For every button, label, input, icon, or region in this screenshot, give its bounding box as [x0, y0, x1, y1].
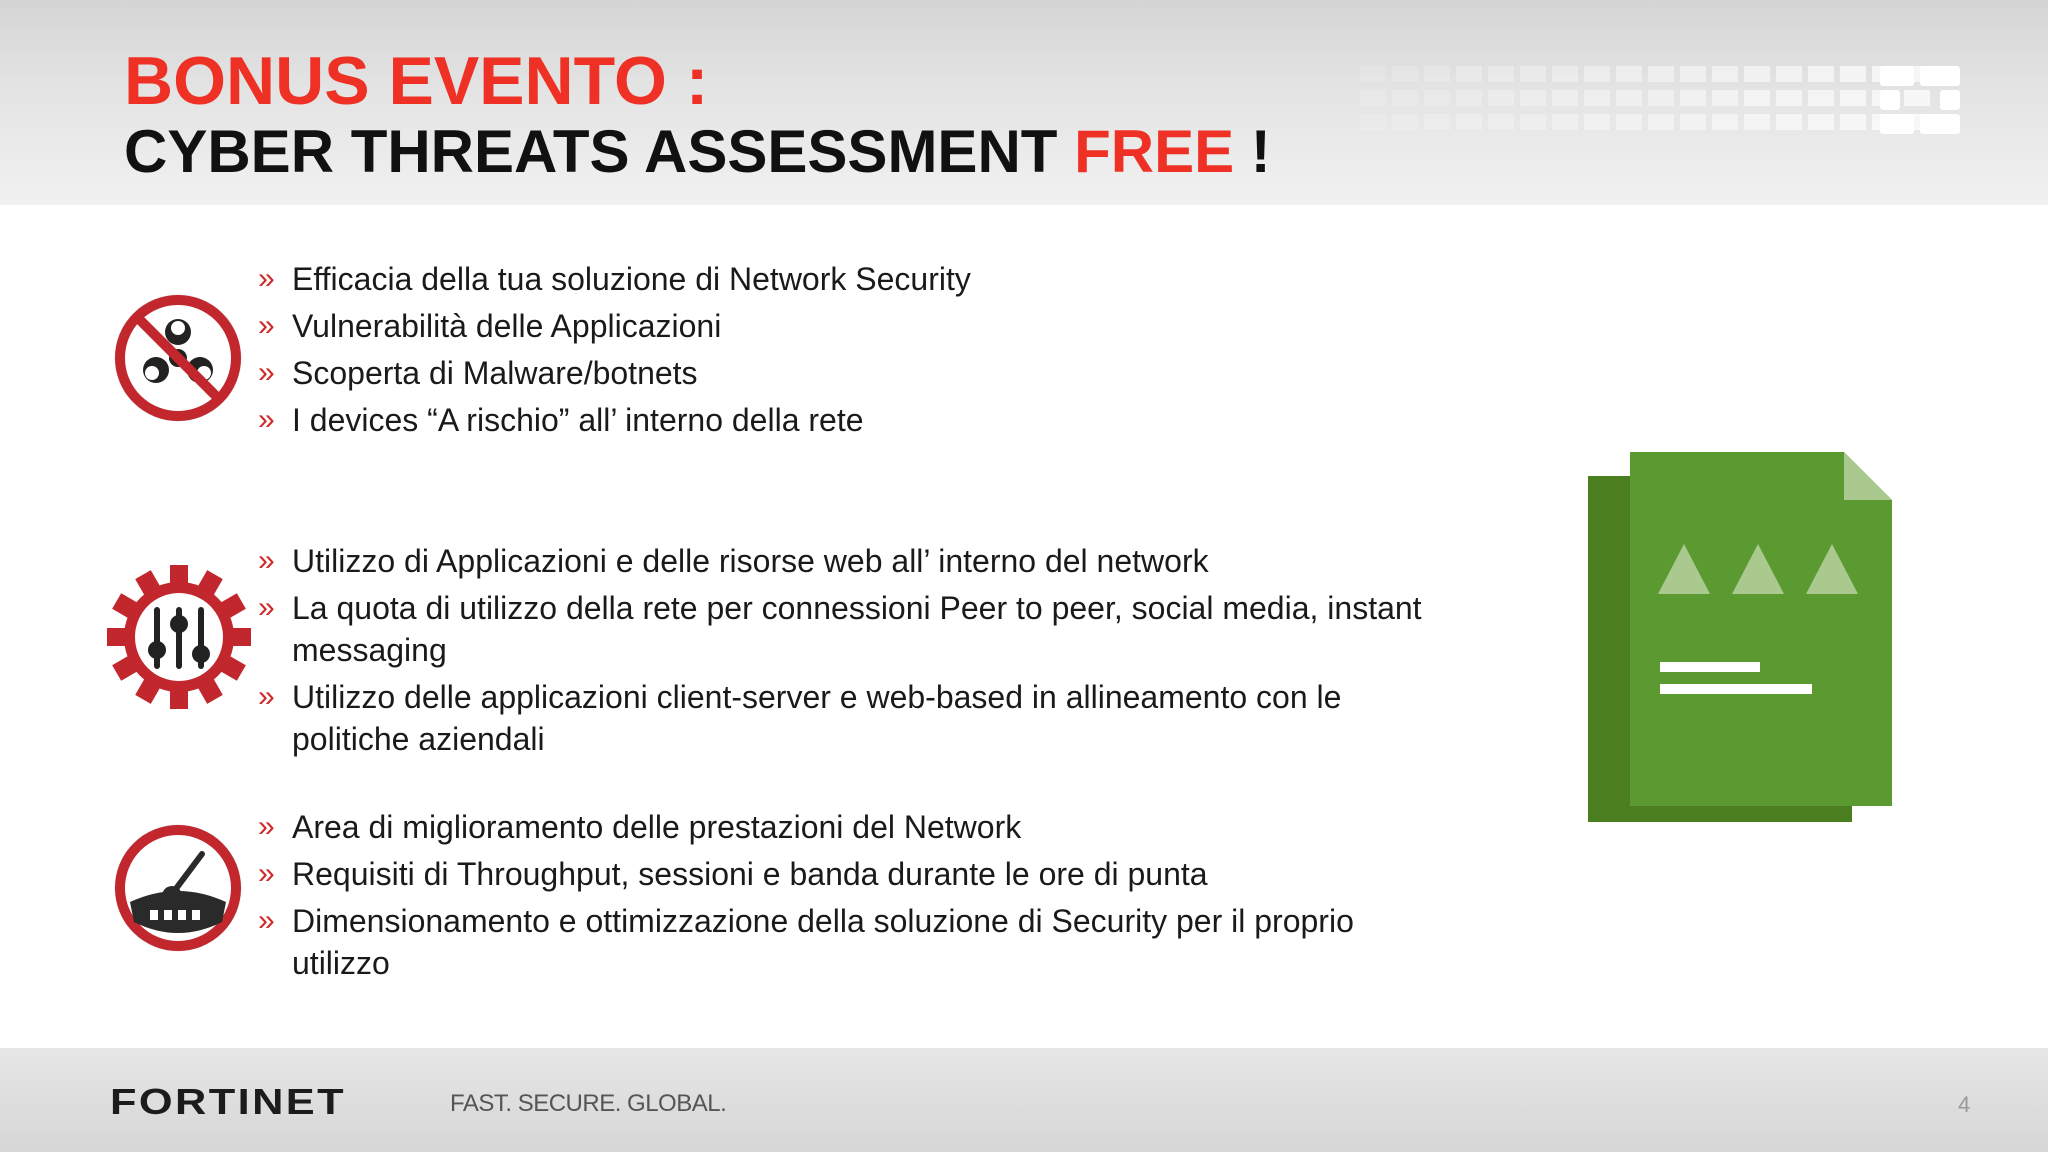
list-item: » Utilizzo delle applicazioni client-server e web-based in allineamento con le: [258, 676, 1422, 718]
grid-mark-cell: [1648, 90, 1674, 106]
slider-knob: [192, 645, 210, 663]
slider-knob: [170, 615, 188, 633]
bullet-glyph: »: [258, 680, 275, 713]
list-item-continuation: politiche aziendali: [292, 721, 545, 757]
grid-mark-cell: [1680, 90, 1706, 106]
speedometer-icon: [108, 818, 248, 958]
list-item: » Utilizzo di Applicazioni e delle risorse web all’ interno del network: [258, 540, 1422, 582]
grid-mark-cell: [1520, 114, 1546, 130]
grid-mark-cell: [1424, 114, 1450, 130]
page-number: 4: [1958, 1092, 1971, 1117]
grid-mark-cell: [1584, 114, 1610, 130]
grid-mark-cell: [1520, 66, 1546, 82]
bullet-glyph: »: [258, 904, 275, 937]
list-item-continuation: utilizzo: [292, 945, 390, 981]
bullet-glyph: »: [258, 356, 275, 389]
grid-mark-cell: [1488, 90, 1514, 106]
grid-mark-cell: [1552, 66, 1578, 82]
grid-mark-cell: [1744, 90, 1770, 106]
no-biohazard-icon: [108, 288, 248, 428]
grid-mark-cell: [1744, 66, 1770, 82]
grid-mark-cell: [1552, 90, 1578, 106]
grid-mark-cell: [1776, 66, 1802, 82]
bullet-glyph: »: [258, 309, 275, 342]
section-3-bullets: [258, 806, 1354, 989]
grid-mark-cell: [1776, 114, 1802, 130]
grid-mark-cell: [1360, 114, 1386, 130]
list-item: » Area di miglioramento delle prestazioni del Network: [258, 806, 1354, 848]
slide-subtitle: [124, 117, 1271, 186]
grid-mark-cell: [1456, 66, 1482, 82]
grid-mark-cell: [1648, 66, 1674, 82]
grid-mark-cell: [1616, 114, 1642, 130]
grid-mark-cell: [1360, 66, 1386, 82]
grid-mark-cell: [1744, 114, 1770, 130]
list-item: » Requisiti di Throughput, sessioni e banda durante le ore di punta: [258, 853, 1354, 895]
bullet-glyph: »: [258, 591, 275, 624]
list-item: » Efficacia della tua soluzione di Network Security: [258, 258, 971, 300]
grid-mark-cell: [1584, 90, 1610, 106]
grid-mark-cell: [1616, 90, 1642, 106]
sliders-gear-icon: [104, 562, 254, 712]
grid-mark-cell: [1808, 66, 1834, 82]
grid-mark-cell: [1392, 114, 1418, 130]
slide-title: BONUS EVENTO :: [124, 43, 709, 119]
fortinet-logo: [110, 1083, 346, 1117]
grid-mark-cell: [1680, 114, 1706, 130]
svg-text:FORTINET: FORTINET: [110, 1083, 346, 1117]
grid-mark-cell: [1520, 90, 1546, 106]
grid-mark-cell: [1712, 90, 1738, 106]
list-item: » La quota di utilizzo della rete per connessioni Peer to peer, social media, instant: [258, 587, 1422, 629]
grid-mark-cell: [1488, 66, 1514, 82]
list-item: » Dimensionamento e ottimizzazione della soluzione di Security per il proprio: [258, 900, 1354, 942]
fortinet-grid-mark-icon: [1360, 62, 1980, 142]
grid-mark-cell: [1616, 66, 1642, 82]
grid-mark-cell: [1456, 114, 1482, 130]
list-item: » Scoperta di Malware/botnets: [258, 352, 971, 394]
subtitle-main: CYBER THREATS ASSESSMENT: [124, 118, 1075, 185]
grid-mark-cell: [1488, 114, 1514, 130]
grid-mark-cell: [1776, 90, 1802, 106]
list-item: » I devices “A rischio” all’ interno della rete: [258, 399, 971, 441]
list-item: » Vulnerabilità delle Applicazioni: [258, 305, 971, 347]
footer-tagline: FAST. SECURE. GLOBAL.: [450, 1090, 727, 1117]
bullet-glyph: »: [258, 544, 275, 577]
grid-mark-cell: [1840, 114, 1866, 130]
section-2-bullets: [258, 540, 1422, 765]
grid-mark-cell: [1392, 66, 1418, 82]
bullet-glyph: »: [258, 857, 275, 890]
grid-mark-cell: [1840, 66, 1866, 82]
report-document-icon: [1588, 448, 1896, 822]
grid-mark-cell: [1552, 114, 1578, 130]
grid-mark-cell: [1808, 90, 1834, 106]
grid-mark-cell: [1392, 90, 1418, 106]
list-item-continuation: messaging: [292, 632, 447, 668]
section-1-bullets: [258, 258, 971, 446]
grid-mark-cell: [1712, 114, 1738, 130]
bullet-glyph: »: [258, 262, 275, 295]
grid-mark-cell: [1424, 66, 1450, 82]
grid-mark-cell: [1680, 66, 1706, 82]
bullet-glyph: »: [258, 403, 275, 436]
grid-mark-cell: [1712, 66, 1738, 82]
grid-mark-cell: [1904, 90, 1930, 106]
grid-mark-cell: [1840, 90, 1866, 106]
grid-mark-cell: [1648, 114, 1674, 130]
grid-mark-cell: [1424, 90, 1450, 106]
grid-mark-cell: [1360, 90, 1386, 106]
slider-knob: [148, 641, 166, 659]
bullet-glyph: »: [258, 810, 275, 843]
grid-mark-cell: [1584, 66, 1610, 82]
subtitle-end: !: [1234, 118, 1271, 185]
subtitle-accent: FREE: [1074, 118, 1235, 185]
grid-mark-cell: [1808, 114, 1834, 130]
grid-mark-cell: [1456, 90, 1482, 106]
